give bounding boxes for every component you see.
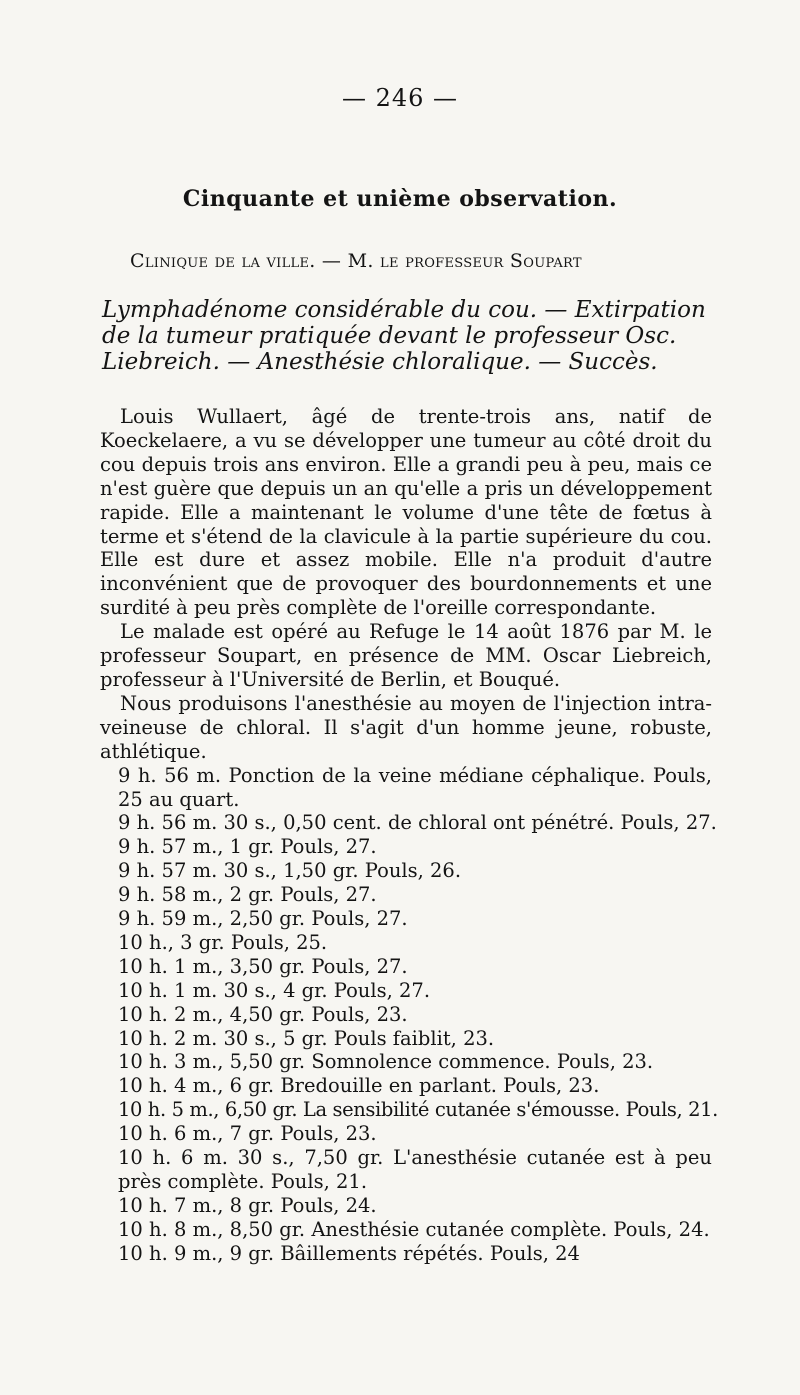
observation-title: Cinquante et unième observation. — [182, 186, 618, 212]
clinic-name: Clinique de la ville. — [130, 250, 316, 272]
log-entry: 10 h. 2 m. 30 s., 5 gr. Pouls faiblit, 23. — [118, 1026, 495, 1050]
log-entry: 10 h. 3 m., 5,50 gr. Somnolence commence. Pouls, 23. — [118, 1050, 654, 1074]
paragraph-operation: Le malade est opéré au Refuge le 14 août 1876 par M. le professeur Soupart, en présence de MM. Oscar Liebreich, professeur à l'Université de Berlin, et Bouqué. — [100, 620, 712, 691]
log-entry: 10 h. 4 m., 6 gr. Bredouille en parlant. Pouls, 23. — [118, 1074, 600, 1098]
paragraph-history: Louis Wullaert, âgé de trente-trois ans, natif de Koeckelaere, a vu se développer une tumeur au côté droit du cou depuis trois ans environ. Elle a grandi peu à peu, mais ce n'est guère que depuis un an qu'elle a pris un développement rapide. Elle a maintenant le volume d'une tête de fœtus à terme et s'étend de la clavicule à la partie supérieure du cou. Elle est dure et assez mobile. Elle n'a produit d'autre inconvénient que de provoquer des bourdonnements et une surdité à peu près complète de l'oreille correspondante. — [100, 405, 712, 620]
log-entry: 10 h. 1 m. 30 s., 4 gr. Pouls, 27. — [118, 978, 431, 1002]
log-entry: 10 h. 9 m., 9 gr. Bâillements répétés. Pouls, 24 — [118, 1241, 580, 1265]
log-entry: 9 h. 58 m., 2 gr. Pouls, 27. — [118, 883, 377, 907]
log-entry: 10 h. 7 m., 8 gr. Pouls, 24. — [118, 1193, 377, 1217]
log-entry: 10 h. 1 m., 3,50 gr. Pouls, 27. — [118, 954, 408, 978]
case-subject: Lymphadénome considérable du cou. — Extirpation de la tumeur pratiquée devant le professeur Osc. Liebreich. — Anesthésie chloralique. — Succès. — [102, 297, 706, 375]
paragraph-anesthesia: Nous produisons l'anesthésie au moyen de l'injection intra-veineuse de chloral. Il s'agit d'un homme jeune, robuste, athlétique. — [100, 691, 712, 763]
log-entry: 10 h. 8 m., 8,50 gr. Anesthésie cutanée complète. Pouls, 24. — [118, 1217, 710, 1241]
log-entry: 9 h. 56 m. Ponction de la veine médiane céphalique. Pouls, 25 au quart. — [118, 763, 712, 811]
clinic-header — [130, 250, 690, 272]
log-entry: 9 h. 59 m., 2,50 gr. Pouls, 27. — [118, 907, 408, 931]
clinic-dash: — — [315, 250, 348, 272]
log-entry: 10 h. 5 m., 6,50 gr. La sensibilité cutanée s'émousse. Pouls, 21. — [118, 1098, 718, 1122]
log-entry: 9 h. 57 m., 1 gr. Pouls, 27. — [118, 835, 377, 859]
page-number: — 246 — — [341, 84, 459, 112]
log-entry: 10 h. 6 m. 30 s., 7,50 gr. L'anesthésie cutanée est à peu près complète. Pouls, 21. — [118, 1146, 712, 1193]
log-entry: 9 h. 57 m. 30 s., 1,50 gr. Pouls, 26. — [118, 859, 462, 883]
log-entry: 9 h. 56 m. 30 s., 0,50 cent. de chloral ont pénétré. Pouls, 27. — [118, 811, 717, 835]
log-entry: 10 h. 6 m., 7 gr. Pouls, 23. — [118, 1122, 377, 1146]
log-entry: 10 h. 2 m., 4,50 gr. Pouls, 23. — [118, 1002, 408, 1026]
case-body — [100, 405, 718, 1266]
clinic-professor: M. le professeur Soupart — [347, 250, 582, 272]
log-entry: 10 h., 3 gr. Pouls, 25. — [118, 930, 328, 954]
